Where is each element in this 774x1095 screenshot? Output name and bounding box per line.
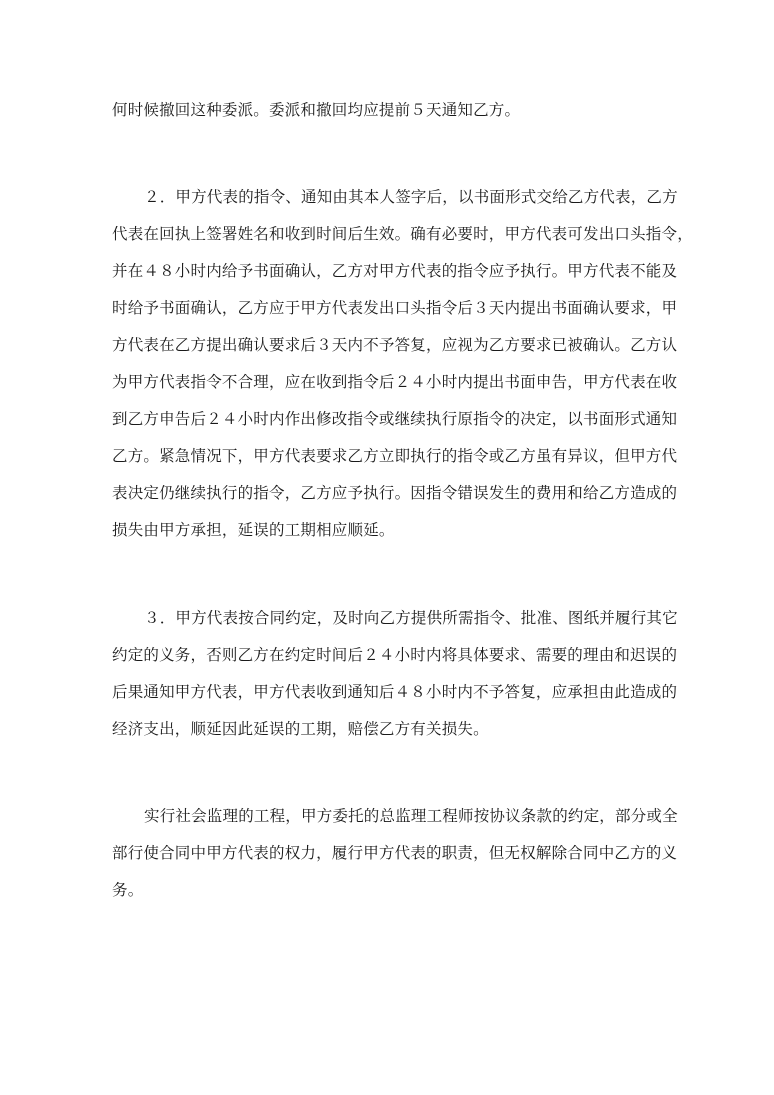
paragraph-3-line-3: 务。 <box>112 881 144 899</box>
paragraph-1-line-1: ２．甲方代表的指令、通知由其本人签字后，以书面形式交给乙方代表，乙方 <box>144 188 678 206</box>
paragraph-2-line-2: 约定的义务，否则乙方在约定时间后２４小时内将具体要求、需要的理由和迟误的 <box>112 646 678 664</box>
paragraph-3-line-2: 部行使合同中甲方代表的权力，履行甲方代表的职责，但无权解除合同中乙方的义 <box>112 844 678 862</box>
paragraph-1-line-7: 到乙方申告后２４小时内作出修改指令或继续执行原指令的决定，以书面形式通知 <box>112 410 678 428</box>
paragraph-1-line-4: 时给予书面确认，乙方应于甲方代表发出口头指令后３天内提出书面确认要求，甲 <box>112 299 678 317</box>
paragraph-1-line-8: 乙方。紧急情况下，甲方代表要求乙方立即执行的指令或乙方虽有异议，但甲方代 <box>112 447 678 465</box>
paragraph-1-line-2: 代表在回执上签署姓名和收到时间后生效。确有必要时，甲方代表可发出口头指令， <box>112 225 693 243</box>
paragraph-1-line-3: 并在４８小时内给予书面确认，乙方对甲方代表的指令应予执行。甲方代表不能及 <box>112 262 678 280</box>
paragraph-2-line-4: 经济支出，顺延因此延误的工期，赔偿乙方有关损失。 <box>112 720 489 738</box>
paragraph-3-line-1: 实行社会监理的工程，甲方委托的总监理工程师按协议条款的约定，部分或全 <box>144 807 678 825</box>
paragraph-1-line-6: 为甲方代表指令不合理，应在收到指令后２４小时内提出书面申告，甲方代表在收 <box>112 373 678 391</box>
paragraph-0-line-1: 何时候撤回这种委派。委派和撤回均应提前５天通知乙方。 <box>112 101 521 119</box>
paragraph-2-line-1: ３．甲方代表按合同约定，及时向乙方提供所需指令、批准、图纸并履行其它 <box>144 609 678 627</box>
paragraph-1-line-10: 损失由甲方承担，延误的工期相应顺延。 <box>112 521 395 539</box>
paragraph-1-line-5: 方代表在乙方提出确认要求后３天内不予答复，应视为乙方要求已被确认。乙方认 <box>112 336 678 354</box>
paragraph-1-line-9: 表决定仍继续执行的指令，乙方应予执行。因指令错误发生的费用和给乙方造成的 <box>112 484 678 502</box>
paragraph-2-line-3: 后果通知甲方代表，甲方代表收到通知后４８小时内不予答复，应承担由此造成的 <box>112 683 678 701</box>
